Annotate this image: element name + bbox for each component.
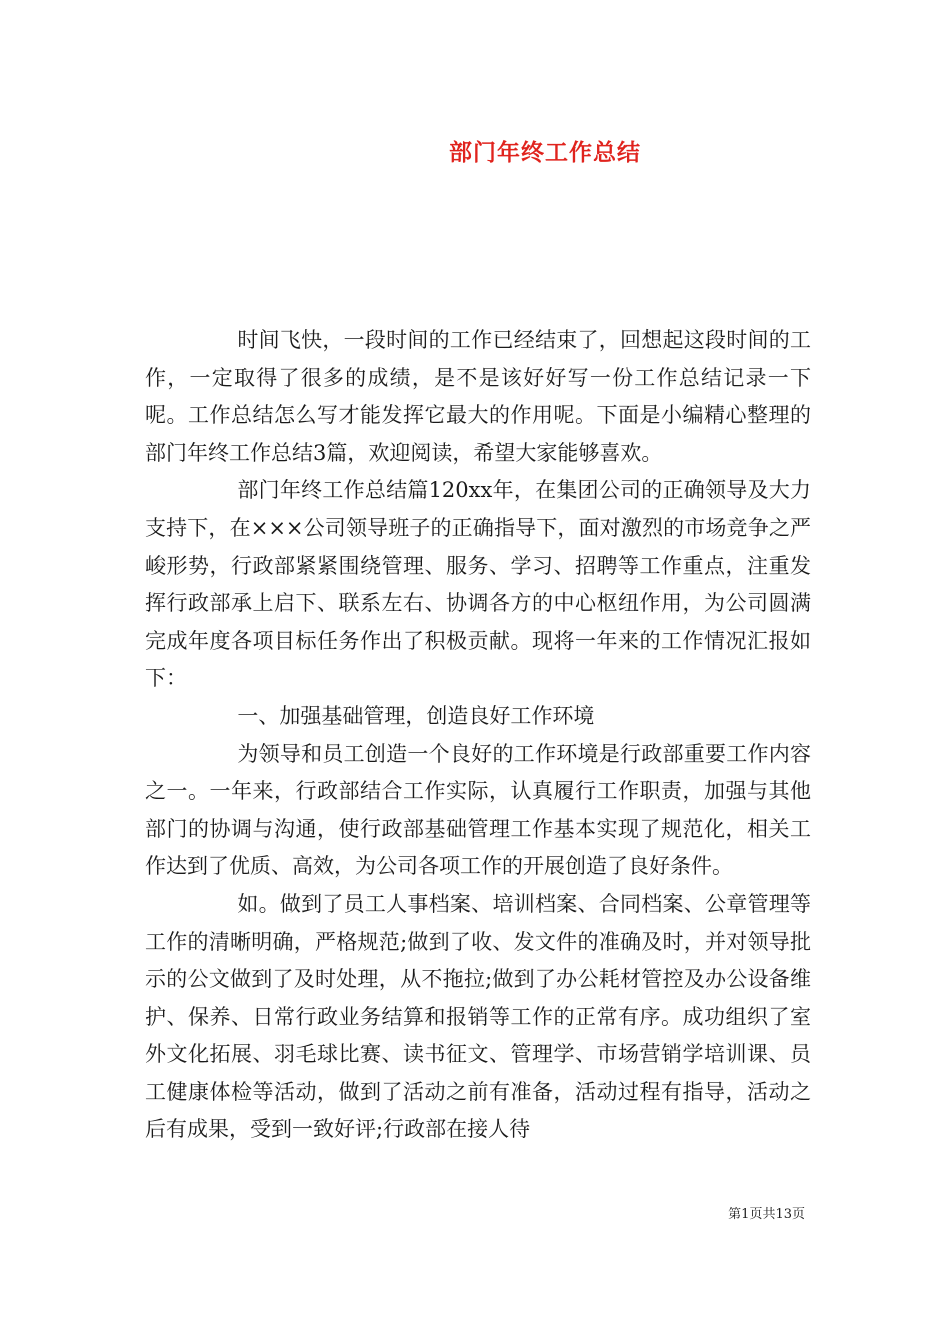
page-number: 第1页共13页 (728, 1207, 805, 1222)
document-title: 部门年终工作总结 (449, 139, 641, 166)
paragraph: 为领导和员工创造一个良好的工作环境是行政部重要工作内容之一。一年来，行政部结合工作实际，认真履行工作职责，加强与其他部门的协调与沟通，使行政部基础管理工作基本实现了规范化，相关工作达到了优质、高效，为公司各项工作的开展创造了良好条件。 (145, 741, 811, 879)
section-heading: 一、加强基础管理，创造良好工作环境 (237, 703, 595, 728)
paragraph: 部门年终工作总结篇120xx年，在集团公司的正确领导及大力支持下，在×××公司领导班子的正确指导下，面对激烈的市场竞争之严峻形势，行政部紧紧围绕管理、服务、学习、招聘等工作重点，注重发挥行政部承上启下、联系左右、协调各方的中心枢纽作用，为公司圆满完成年度各项目标任务作出了积极贡献。现将一年来的工作情况汇报如下： (145, 478, 811, 691)
paragraph: 如。做到了员工人事档案、培训档案、合同档案、公章管理等工作的清晰明确，严格规范;做到了收、发文件的准确及时，并对领导批示的公文做到了及时处理，从不拖拉;做到了办公耗材管控及办公设备维护、保养、日常行政业务结算和报销等工作的正常有序。成功组织了室外文化拓展、羽毛球比赛、读书征文、管理学、市场营销学培训课、员工健康体检等活动，做到了活动之前有准备，活动过程有指导，活动之后有成果，受到一致好评;行政部在接人待 (145, 891, 811, 1142)
document-body (145, 322, 811, 1149)
paragraph: 时间飞快，一段时间的工作已经结束了，回想起这段时间的工作，一定取得了很多的成绩，是不是该好好写一份工作总结记录一下呢。工作总结怎么写才能发挥它最大的作用呢。下面是小编精心整理的部门年终工作总结3篇，欢迎阅读，希望大家能够喜欢。 (145, 328, 811, 465)
